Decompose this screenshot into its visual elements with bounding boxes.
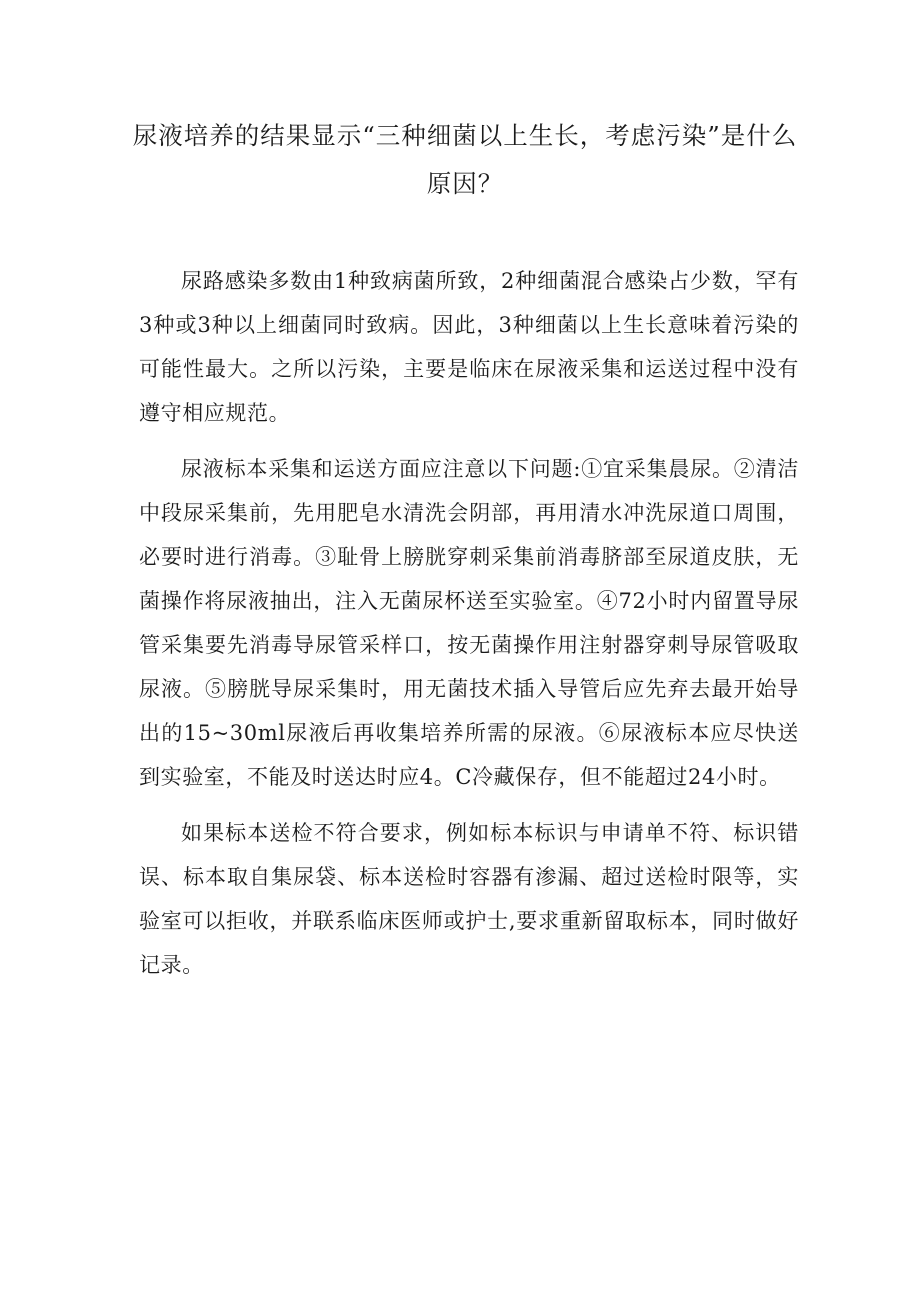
paragraph-1: 尿路感染多数由1种致病菌所致，2种细菌混合感染占少数，罕有3种或3种以上细菌同时致病。因此，3种细菌以上生长意味着污染的可能性最大。之所以污染，主要是临床在尿液采集和运送过程中没有遵守相应规范。 xyxy=(139,269,799,425)
paragraph-3: 如果标本送检不符合要求，例如标本标识与申请单不符、标识错误、标本取自集尿袋、标本送检时容器有渗漏、超过送检时限等，实验室可以拒收，并联系临床医师或护士,要求重新留取标本，同时做好记录。 xyxy=(139,821,799,977)
document-title: 尿液培养的结果显示“三种细菌以上生长，考虑污染”是什么原因？ xyxy=(132,121,798,198)
document-body xyxy=(139,259,799,999)
paragraph-2: 尿液标本采集和运送方面应注意以下问题:①宜采集晨尿。②清洁中段尿采集前，先用肥皂水清洗会阴部，再用清水冲洗尿道口周围，必要时进行消毒。③耻骨上膀胱穿刺采集前消毒脐部至尿道皮肤，无菌操作将尿液抽出，注入无菌尿杯送至实验室。④72小时内留置导尿管采集要先消毒导尿管采样口，按无菌操作用注射器穿刺导尿管吸取尿液。⑤膀胱导尿采集时，用无菌技术插入导管后应先弃去最开始导出的15~30ml尿液后再收集培养所需的尿液。⑥尿液标本应尽快送到实验室，不能及时送达时应4。C冷藏保存，但不能超过24小时。 xyxy=(139,457,799,789)
